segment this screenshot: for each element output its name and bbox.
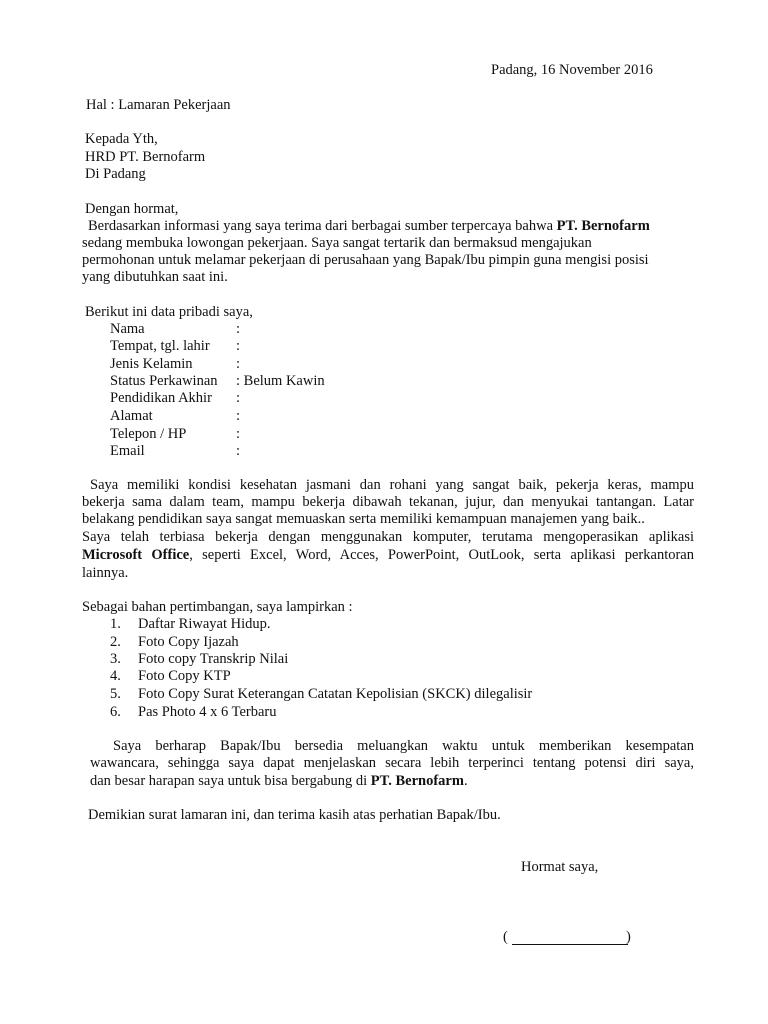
list-item-number: 3. bbox=[110, 651, 121, 667]
list-item: Foto Copy Ijazah bbox=[138, 634, 239, 650]
hope-line-2: wawancara, sehingga saya dapat menjelaskan secara lebih terperinci tentang potensi diri saya, bbox=[90, 755, 694, 771]
list-item-number: 5. bbox=[110, 686, 121, 702]
field-value-ttl: : bbox=[236, 338, 241, 354]
list-item: Pas Photo 4 x 6 Terbaru bbox=[138, 704, 277, 720]
field-label-gender: Jenis Kelamin bbox=[110, 356, 193, 372]
field-label-nama: Nama bbox=[110, 321, 145, 337]
opening-line-1-text: Berdasarkan informasi yang saya terima dari berbagai sumber terpercaya bahwa bbox=[88, 218, 557, 234]
closing-regards: Hormat saya, bbox=[521, 859, 599, 875]
signature-line bbox=[512, 944, 628, 945]
closing-text: Demikian surat lamaran ini, dan terima kasih atas perhatian Bapak/Ibu. bbox=[88, 807, 501, 823]
field-value-email: : bbox=[236, 443, 241, 459]
field-label-ttl: Tempat, tgl. lahir bbox=[110, 338, 210, 354]
list-item-number: 2. bbox=[110, 634, 121, 650]
attachments-intro: Sebagai bahan pertimbangan, saya lampirkan : bbox=[82, 599, 353, 615]
list-item-number: 1. bbox=[110, 616, 121, 632]
personal-data-intro: Berikut ini data pribadi saya, bbox=[85, 304, 253, 320]
company-name-bold: PT. Bernofarm bbox=[370, 773, 464, 789]
opening-line-3: permohonan untuk melamar pekerjaan di perusahaan yang Bapak/Ibu pimpin guna mengisi posisi bbox=[82, 252, 649, 268]
field-value-phone: : bbox=[236, 426, 241, 442]
list-item: Foto Copy Surat Keterangan Catatan Kepolisian (SKCK) dilegalisir bbox=[138, 686, 533, 702]
hope-line-1: Saya berharap Bapak/Ibu bersedia meluangkan waktu untuk memberikan kesempatan bbox=[113, 738, 694, 754]
software-name-bold: Microsoft Office bbox=[82, 547, 190, 563]
field-label-education: Pendidikan Akhir bbox=[110, 390, 212, 406]
field-value-education: : bbox=[236, 390, 241, 406]
hope-line-3 bbox=[90, 773, 468, 790]
recipient-city: Di Padang bbox=[85, 166, 146, 182]
field-label-marital: Status Perkawinan bbox=[110, 373, 218, 389]
skills-line-5 bbox=[82, 547, 694, 564]
greeting: Dengan hormat, bbox=[85, 201, 179, 217]
opening-line-4: yang dibutuhkan saat ini. bbox=[82, 269, 228, 285]
opening-line-1 bbox=[88, 218, 650, 235]
skills-line-6: lainnya. bbox=[82, 565, 129, 581]
recipient-company: HRD PT. Bernofarm bbox=[85, 149, 206, 165]
field-value-gender: : bbox=[236, 356, 241, 372]
field-value-nama: : bbox=[236, 321, 241, 337]
list-item: Foto copy Transkrip Nilai bbox=[138, 651, 289, 667]
field-label-address: Alamat bbox=[110, 408, 153, 424]
opening-line-2: sedang membuka lowongan pekerjaan. Saya sangat tertarik dan bermaksud mengajukan bbox=[82, 235, 592, 251]
skills-line-1: Saya memiliki kondisi kesehatan jasmani dan rohani yang sangat baik, pekerja keras, mampu bbox=[90, 477, 694, 493]
signature-close-paren: ) bbox=[626, 929, 631, 945]
hope-line-3-period: . bbox=[463, 773, 468, 789]
list-item-number: 6. bbox=[110, 704, 121, 720]
skills-line-2: bekerja sama dalam team, mampu bekerja dibawah tekanan, jujur, dan menyukai tantangan. Latar bbox=[82, 494, 694, 510]
subject-line: Hal : Lamaran Pekerjaan bbox=[86, 97, 231, 113]
list-item-number: 4. bbox=[110, 668, 121, 684]
field-label-email: Email bbox=[110, 443, 145, 459]
list-item: Foto Copy KTP bbox=[138, 668, 231, 684]
hope-line-3-text: dan besar harapan saya untuk bisa bergabung di bbox=[90, 773, 371, 789]
list-item: Daftar Riwayat Hidup. bbox=[138, 616, 271, 632]
signature-open-paren: ( bbox=[503, 929, 508, 945]
field-value-marital: : Belum Kawin bbox=[236, 373, 325, 389]
field-value-address: : bbox=[236, 408, 241, 424]
skills-line-3: belakang pendidikan saya sangat memuaskan serta memiliki kemampuan manajemen yang baik.. bbox=[82, 511, 645, 527]
skills-line-5-text: , seperti Excel, Word, Acces, PowerPoint, OutLook, serta aplikasi perkantoran bbox=[189, 547, 694, 563]
skills-line-4: Saya telah terbiasa bekerja dengan menggunakan komputer, terutama mengoperasikan aplikasi bbox=[82, 529, 694, 545]
recipient-salutation: Kepada Yth, bbox=[85, 131, 158, 147]
field-label-phone: Telepon / HP bbox=[110, 426, 187, 442]
company-name-bold: PT. Bernofarm bbox=[556, 218, 650, 234]
place-date: Padang, 16 November 2016 bbox=[491, 62, 653, 78]
